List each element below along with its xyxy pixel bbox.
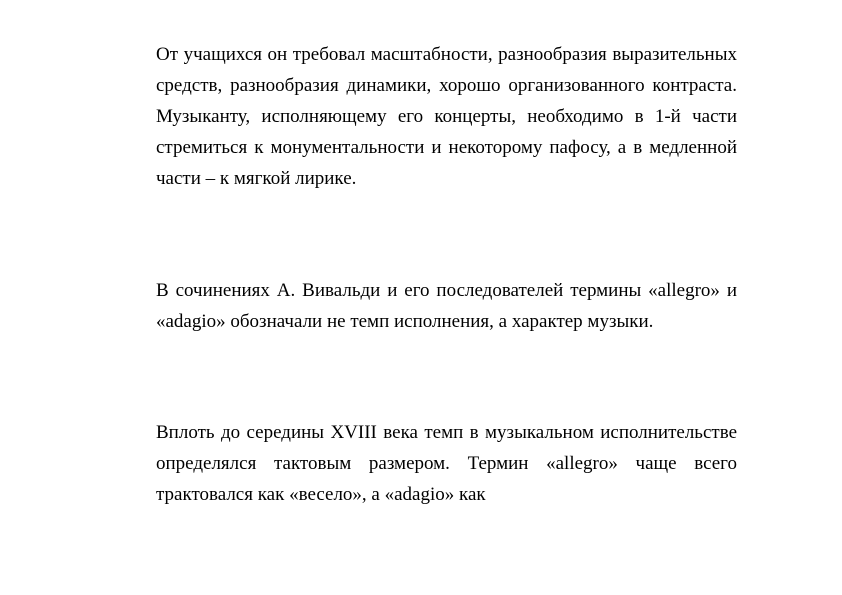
paragraph-3: Вплоть до середины XVIII века темп в музыкальном исполнительстве определялся тактовым размером. Термин «allegro» чаще всего трактовался как «весело», а «adagio» как: [156, 422, 737, 505]
paragraph-2: В сочинениях А. Вивальди и его последователей термины «allegro» и «adagio» обозначали не темп исполнения, а характер музыки.: [156, 280, 737, 332]
paragraph-1: От учащихся он требовал масштабности, разнообразия выразительных средств, разнообразия динамики, хорошо организованного контраста. Музыканту, исполняющему его концерты, необходимо в 1-й части стремиться к монументальности и некоторому пафосу, а в медленной части – к мягкой лирике.: [156, 44, 737, 189]
